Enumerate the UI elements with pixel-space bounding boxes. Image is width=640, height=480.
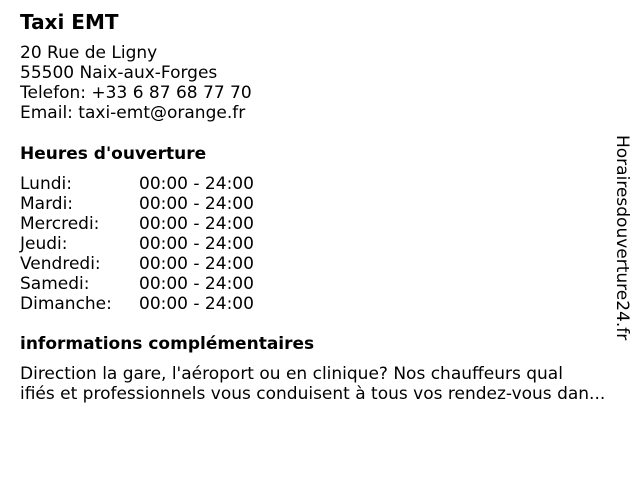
day-label: Vendredi: bbox=[20, 254, 101, 274]
day-label: Lundi: bbox=[20, 174, 72, 194]
additional-info-heading: informations complémentaires bbox=[20, 334, 315, 354]
hours-value: 00:00 - 24:00 bbox=[139, 174, 254, 194]
opening-hours-heading: Heures d'ouverture bbox=[20, 144, 207, 164]
day-label: Dimanche: bbox=[20, 294, 112, 314]
hours-value: 00:00 - 24:00 bbox=[139, 294, 254, 314]
day-label: Jeudi: bbox=[20, 234, 68, 254]
phone-number: Telefon: +33 6 87 68 77 70 bbox=[20, 83, 252, 103]
site-watermark: Horairesdouverture24.fr bbox=[612, 135, 632, 341]
city-address: 55500 Naix-aux-Forges bbox=[20, 63, 218, 83]
hours-value: 00:00 - 24:00 bbox=[139, 254, 254, 274]
hours-value: 00:00 - 24:00 bbox=[139, 274, 254, 294]
additional-info-description bbox=[20, 364, 620, 404]
description-line: ifiés et professionnels vous conduisent à tous vos rendez-vous dan... bbox=[20, 384, 606, 404]
email-address: Email: taxi-emt@orange.fr bbox=[20, 103, 246, 123]
hours-value: 00:00 - 24:00 bbox=[139, 194, 254, 214]
business-name: Taxi EMT bbox=[20, 10, 119, 34]
day-label: Samedi: bbox=[20, 274, 90, 294]
address-block bbox=[20, 43, 252, 123]
day-label: Mardi: bbox=[20, 194, 74, 214]
hours-value: 00:00 - 24:00 bbox=[139, 214, 254, 234]
description-line: Direction la gare, l'aéroport ou en clinique? Nos chauffeurs qual bbox=[20, 364, 563, 384]
day-label: Mercredi: bbox=[20, 214, 100, 234]
street-address: 20 Rue de Ligny bbox=[20, 43, 158, 63]
hours-value: 00:00 - 24:00 bbox=[139, 234, 254, 254]
